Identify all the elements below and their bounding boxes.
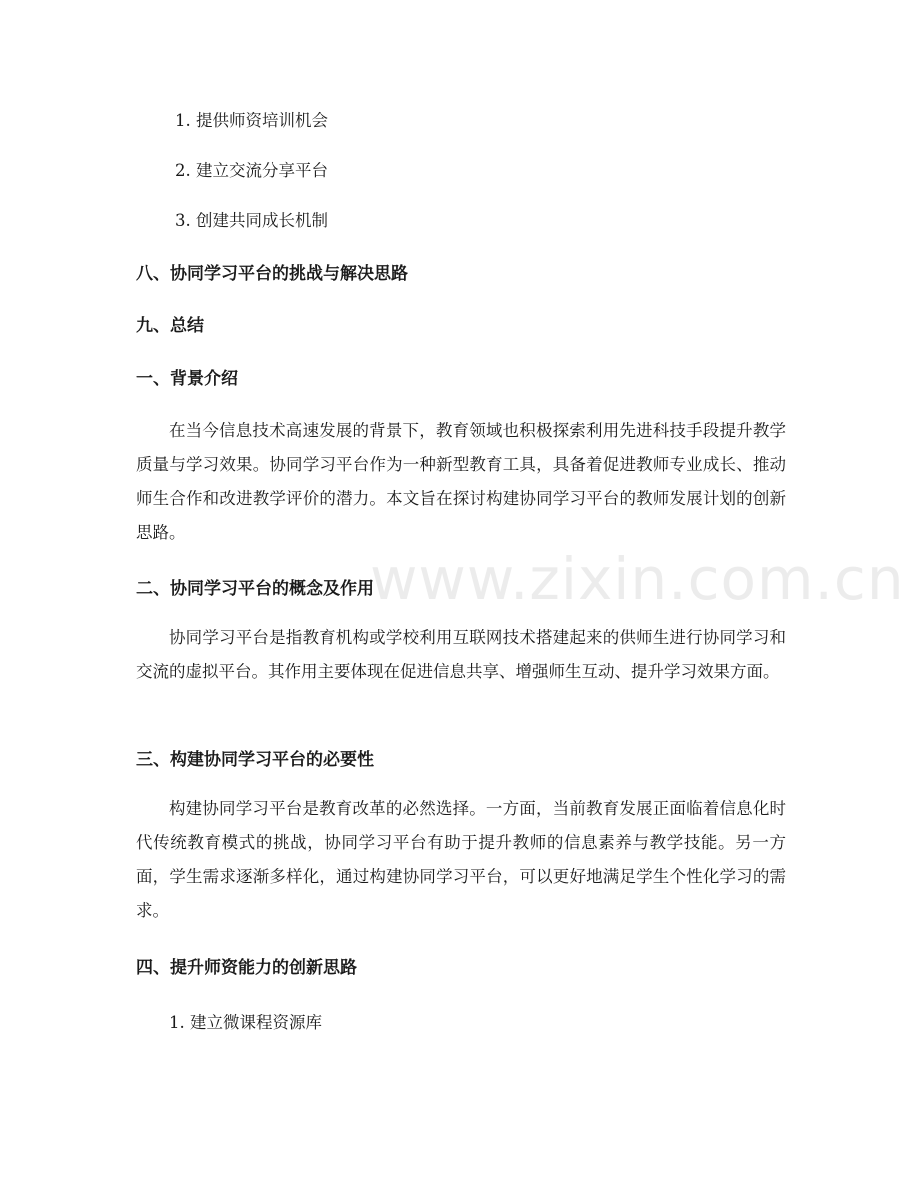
list-item: 1. 建立微课程资源库 [169, 1013, 322, 1032]
section-heading-4: 四、提升师资能力的创新思路 [136, 958, 357, 978]
paragraph-concept: 协同学习平台是指教育机构或学校利用互联网技术搭建起来的供师生进行协同学习和交流的虚拟平台。其作用主要体现在促进信息共享、增强师生互动、提升学习效果方面。 [136, 628, 786, 681]
list-item: 2. 建立交流分享平台 [175, 161, 328, 180]
section-heading-3: 三、构建协同学习平台的必要性 [136, 750, 374, 770]
list-item: 1. 提供师资培训机会 [175, 111, 328, 130]
section-heading-1: 一、背景介绍 [136, 369, 238, 389]
paragraph-background: 在当今信息技术高速发展的背景下，教育领域也积极探索利用先进科技手段提升教学质量与学习效果。协同学习平台作为一种新型教育工具，具备着促进教师专业成长、推动师生合作和改进教学评价的潜力。本文旨在探讨构建协同学习平台的教师发展计划的创新思路。 [136, 421, 786, 542]
watermark: www.zixin.com.cn [370, 545, 905, 613]
section-heading-8: 八、协同学习平台的挑战与解决思路 [136, 264, 408, 284]
list-item: 3. 创建共同成长机制 [175, 211, 328, 230]
section-heading-9: 九、总结 [136, 316, 204, 336]
section-heading-2: 二、协同学习平台的概念及作用 [136, 579, 374, 599]
paragraph-necessity: 构建协同学习平台是教育改革的必然选择。一方面，当前教育发展正面临着信息化时代传统教育模式的挑战，协同学习平台有助于提升教师的信息素养与教学技能。另一方面，学生需求逐渐多样化，通过构建协同学习平台，可以更好地满足学生个性化学习的需求。 [136, 799, 786, 920]
